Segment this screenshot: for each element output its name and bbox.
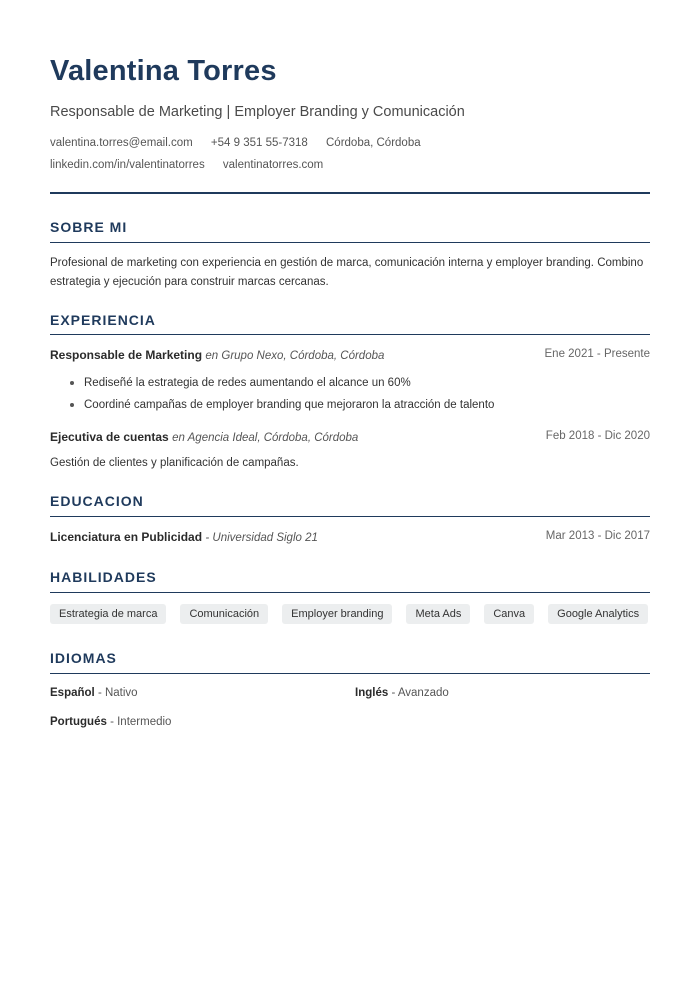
location-text: Córdoba, Córdoba	[326, 137, 421, 149]
skill-chip: Google Analytics	[548, 604, 648, 624]
skill-chip: Estrategia de marca	[50, 604, 166, 624]
section-title-skills: HABILIDADES	[50, 569, 157, 585]
achievement-item: Rediseñé la estrategia de redes aumentando el alcance un 60%	[70, 375, 494, 397]
job-dates: Ene 2021 - Presente	[544, 348, 650, 360]
candidate-name: Valentina Torres	[50, 55, 277, 87]
education-dates: Mar 2013 - Dic 2017	[545, 530, 650, 542]
section-divider-education	[50, 516, 650, 517]
section-divider-experience	[50, 334, 650, 335]
language-item	[50, 687, 138, 699]
section-title-experience: EXPERIENCIA	[50, 312, 156, 328]
section-title-languages: IDIOMAS	[50, 650, 117, 666]
linkedin-link[interactable]: linkedin.com/in/valentinatorres	[50, 159, 205, 171]
skills-list	[50, 604, 648, 624]
language-name: Portugués	[50, 716, 107, 728]
website-link[interactable]: valentinatorres.com	[222, 159, 324, 171]
email-link[interactable]: valentina.torres@email.com	[50, 137, 193, 149]
job-title: Responsable de Marketing	[50, 348, 203, 362]
experience-entry-header	[50, 430, 650, 444]
language-item	[355, 687, 449, 699]
job-company: en Agencia Ideal, Córdoba, Córdoba	[172, 432, 359, 444]
language-name: Español	[50, 687, 95, 699]
achievement-item: Coordiné campañas de employer branding que mejoraron la atracción de talento	[70, 397, 494, 419]
language-name: Inglés	[355, 687, 389, 699]
experience-entry-header	[50, 348, 650, 362]
section-divider-about	[50, 242, 650, 243]
about-text: Profesional de marketing con experiencia en gestión de marca, comunicación interna y employer branding. Combino estrategia y ejecución para construir marcas cercanas.	[50, 257, 644, 288]
language-level: - Nativo	[97, 687, 138, 699]
job-achievements-list	[70, 375, 494, 419]
phone-number: +54 9 351 55-7318	[210, 137, 308, 149]
degree-title: Licenciatura en Publicidad	[50, 530, 203, 544]
links-row	[50, 159, 338, 171]
section-title-about: SOBRE MI	[50, 219, 128, 235]
skill-chip: Employer branding	[282, 604, 392, 624]
contact-row	[50, 137, 436, 149]
job-dates: Feb 2018 - Dic 2020	[545, 430, 650, 442]
header-divider	[50, 192, 650, 194]
skill-chip: Meta Ads	[406, 604, 470, 624]
job-company: en Grupo Nexo, Córdoba, Córdoba	[205, 350, 385, 362]
skill-chip: Canva	[484, 604, 534, 624]
skill-chip: Comunicación	[180, 604, 268, 624]
job-description: Gestión de clientes y planificación de campañas.	[50, 457, 299, 469]
section-title-education: EDUCACION	[50, 493, 144, 509]
school-name: - Universidad Siglo 21	[205, 532, 318, 544]
section-divider-skills	[50, 592, 650, 593]
language-level: - Intermedio	[110, 716, 172, 728]
language-item	[50, 716, 171, 728]
job-title: Ejecutiva de cuentas	[50, 430, 169, 444]
section-divider-languages	[50, 673, 650, 674]
education-entry	[50, 530, 650, 544]
candidate-headline: Responsable de Marketing | Employer Branding y Comunicación	[50, 104, 465, 120]
language-level: - Avanzado	[391, 687, 449, 699]
